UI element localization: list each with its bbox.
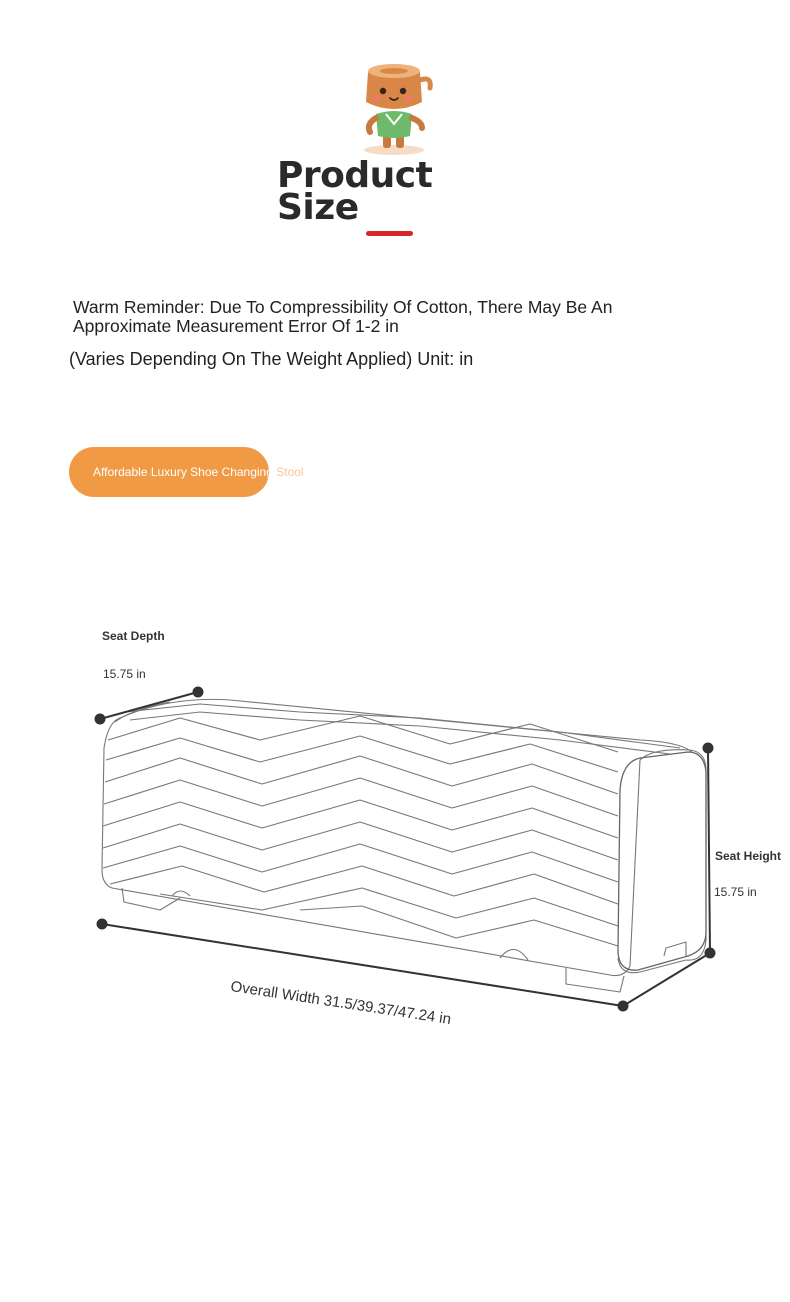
seat-depth-value: 15.75 in <box>103 667 146 681</box>
badge-label-main: Affordable Luxury Shoe Changing <box>93 465 277 479</box>
title-accent-underline <box>366 231 413 236</box>
title-line-1: Product <box>277 155 433 196</box>
seat-height-label: Seat Height <box>715 849 782 863</box>
seat-depth-label: Seat Depth <box>102 629 165 643</box>
warm-reminder-text: Warm Reminder: Due To Compressibility Of Cotton, There May Be An Approximate Measurement Error Of 1-2 in <box>73 297 613 336</box>
title-line-2: Size <box>277 187 359 228</box>
product-name-badge-label <box>93 465 304 479</box>
overall-width-label: Overall Width 31.5/39.37/47.24 in <box>229 978 453 1029</box>
badge-label-overflow: Stool <box>276 465 304 479</box>
seat-height-value: 15.75 in <box>714 885 757 899</box>
wavy-stool-illustration <box>90 680 730 1020</box>
tree-stump-mascot-icon <box>352 58 436 156</box>
page-title <box>277 155 433 228</box>
unit-note-text: (Varies Depending On The Weight Applied) Unit: in <box>69 349 474 369</box>
